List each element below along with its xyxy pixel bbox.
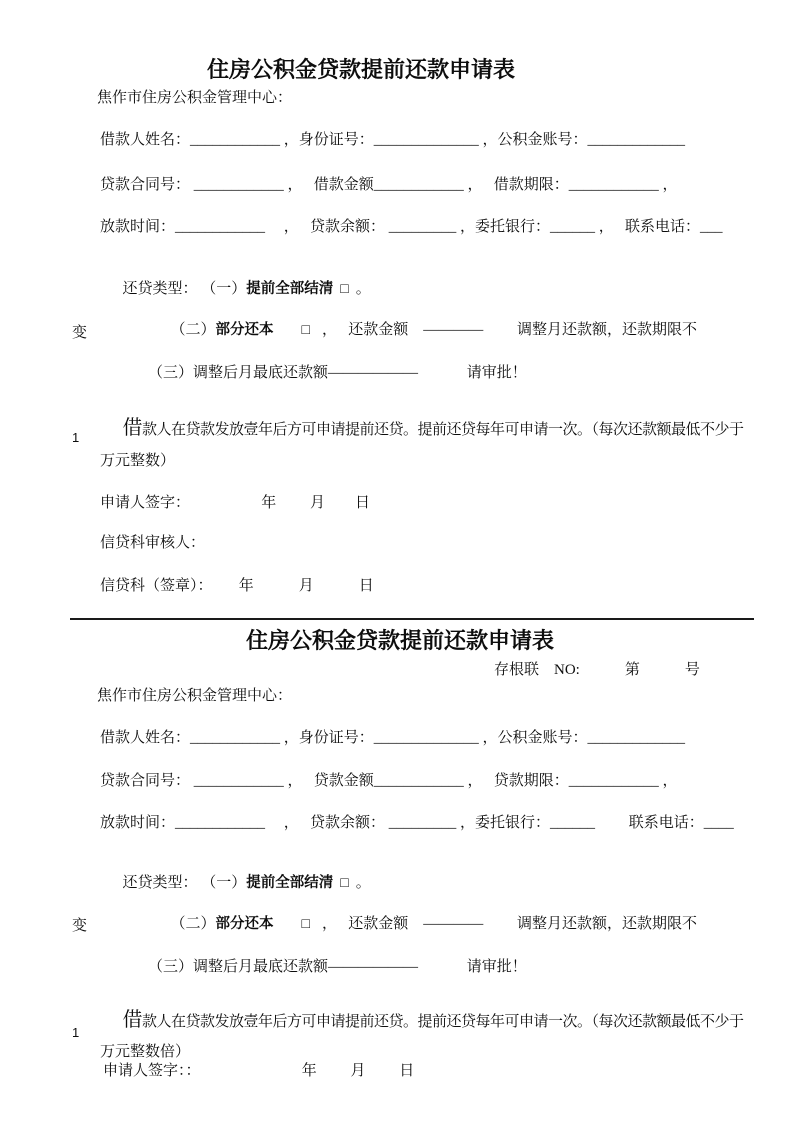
contract-fields-row: 贷款合同号： ____________ ， 贷款金额____________ ， 贷款期限：____________ ， bbox=[100, 773, 678, 789]
note-text: 款人在贷款发放壹年后方可申请提前还贷。提前还贷每年可申请一次。（每次还款额最低不少于 bbox=[142, 1013, 744, 1030]
repay-type-period: 。 bbox=[355, 874, 371, 891]
note-overflow-tail: 万元整数） bbox=[100, 453, 176, 469]
checkbox-icon: □ bbox=[301, 322, 310, 338]
contract-fields-row: 贷款合同号： ____________ ， 借款金额____________ ， 借款期限：____________ ， bbox=[100, 177, 678, 193]
checkbox-icon: □ bbox=[301, 916, 310, 932]
repay-type-label: 还贷类型： （一） bbox=[122, 874, 247, 891]
reviewer-row: 信贷科审核人： bbox=[100, 535, 206, 551]
applicant-signature-row: 申请人签字： 年 月 日 bbox=[100, 495, 371, 511]
wrap-overflow-char: 变 bbox=[72, 918, 88, 934]
section-divider bbox=[70, 618, 754, 620]
applicant-signature-row: 申请人签字：： 年 月 日 bbox=[103, 1063, 415, 1079]
addressee-line: 焦作市住房公积金管理中心： bbox=[97, 688, 293, 704]
repay-option-3-row: （三）调整后月最底还款额—————— 请审批！ bbox=[148, 365, 527, 381]
drop-cap-initial: 借 bbox=[122, 416, 142, 439]
release-fields-row: 放款时间：____________ ， 贷款余额： _________ ，委托银行：______ ， 联系电话：___ bbox=[100, 219, 723, 235]
repay-option-2-label: 部分还本 bbox=[215, 915, 274, 932]
wrap-overflow-char: 变 bbox=[72, 325, 88, 341]
drop-cap-initial: 借 bbox=[122, 1008, 142, 1031]
repay-option-1-label: 提前全部结清 bbox=[246, 280, 334, 297]
stub-copy-number-row: 存根联 NO: 第 号 bbox=[494, 662, 700, 678]
dept-signature-row: 信贷科（签章）： 年 月 日 bbox=[100, 578, 374, 594]
borrower-fields-row: 借款人姓名：____________ ，身份证号：______________ ，公积金账号：_____________ bbox=[100, 730, 686, 746]
note-paragraph bbox=[103, 395, 744, 460]
repay-option-1-label: 提前全部结清 bbox=[246, 874, 334, 891]
repay-option-2-row bbox=[148, 895, 697, 954]
release-fields-row: 放款时间：____________ ， 贷款余额： _________ ，委托银行：______ 联系电话：____ bbox=[100, 815, 734, 831]
note-overflow-number: 1 bbox=[72, 1025, 80, 1040]
borrower-fields-row: 借款人姓名：____________ ，身份证号：______________ ，公积金账号：_____________ bbox=[100, 132, 686, 148]
note-text: 款人在贷款发放壹年后方可申请提前还贷。提前还贷每年可申请一次。（每次还款额最低不少于 bbox=[142, 421, 744, 438]
note-paragraph bbox=[103, 987, 744, 1052]
repay-option-2-label: 部分还本 bbox=[215, 321, 274, 338]
form-title: 住房公积金贷款提前还款申请表 bbox=[206, 57, 516, 82]
repay-option-3-row: （三）调整后月最底还款额—————— 请审批！ bbox=[148, 959, 527, 975]
repay-type-period: 。 bbox=[355, 280, 371, 297]
checkbox-icon: □ bbox=[340, 281, 349, 297]
note-overflow-number: 1 bbox=[72, 430, 80, 445]
option-2-number: （二） bbox=[170, 915, 216, 932]
checkbox-icon: □ bbox=[340, 875, 349, 891]
option-2-number: （二） bbox=[170, 321, 216, 338]
form-title: 住房公积金贷款提前还款申请表 bbox=[245, 628, 555, 653]
repay-option-2-row bbox=[148, 301, 697, 360]
option-2-tail: ， 还款金额 ———— 调整月还款额，还款期限不 bbox=[321, 915, 697, 932]
repay-type-label: 还贷类型： （一） bbox=[122, 280, 247, 297]
option-2-tail: ， 还款金额 ———— 调整月还款额，还款期限不 bbox=[321, 321, 697, 338]
note-overflow-tail: 万元整数倍） bbox=[100, 1044, 191, 1060]
addressee-line: 焦作市住房公积金管理中心： bbox=[97, 90, 293, 106]
